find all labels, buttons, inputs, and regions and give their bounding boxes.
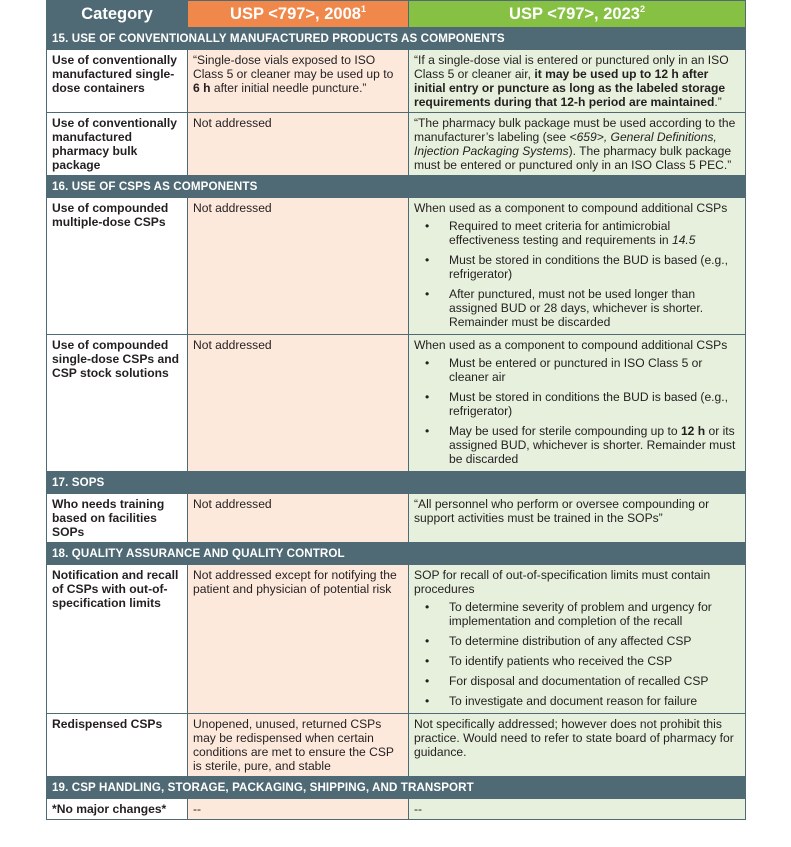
section-header-15: 15. USE OF CONVENTIONALLY MANUFACTURED PRODUCTS AS COMPONENTS bbox=[47, 28, 746, 50]
row-category: Use of conventionally manufactured pharmacy bulk package bbox=[47, 113, 188, 176]
list-item: • To identify patients who received the CSP bbox=[425, 654, 673, 668]
table-row bbox=[47, 494, 746, 543]
list-item: • Must be stored in conditions the BUD is based (e.g., refrigerator) bbox=[425, 253, 728, 281]
list-item: • Must be stored in conditions the BUD is based (e.g., refrigerator) bbox=[425, 390, 728, 418]
bullet-icon: • bbox=[425, 424, 430, 438]
list-intro: SOP for recall of out-of-specification limits must contain procedures bbox=[414, 568, 711, 596]
bullet-icon: • bbox=[425, 600, 430, 614]
row-2008-value: Unopened, unused, returned CSPs may be redispensed when certain conditions are met to ensure the CSP is sterile, pure, and stable bbox=[188, 714, 409, 777]
table-row bbox=[47, 50, 746, 113]
row-2008-value: Not addressed bbox=[188, 198, 409, 335]
table-row bbox=[47, 565, 746, 714]
section-header-18: 18. QUALITY ASSURANCE AND QUALITY CONTROL bbox=[47, 543, 746, 565]
bullet-icon: • bbox=[425, 634, 430, 648]
row-category: Redispensed CSPs bbox=[47, 714, 188, 777]
table-row bbox=[47, 714, 746, 777]
bullet-list bbox=[414, 600, 740, 708]
comparison-table bbox=[46, 0, 746, 820]
header-usp-2008: USP <797>, 2008$^1$ bbox=[188, 1, 409, 28]
bullet-icon: • bbox=[425, 287, 430, 301]
row-2023-value: -- bbox=[409, 799, 746, 820]
bullet-icon: • bbox=[425, 694, 430, 708]
list-item: • Required to meet criteria for antimicrobial effectiveness testing and requirements in 14.5 bbox=[425, 219, 696, 247]
table-row bbox=[47, 335, 746, 472]
row-2008-value: Not addressed except for notifying the patient and physician of potential risk bbox=[188, 565, 409, 714]
bullet-list bbox=[414, 356, 740, 466]
list-item: • May be used for sterile compounding up to 12 h or its assigned BUD, whichever is shorter. Remainder must be discarded bbox=[425, 424, 736, 466]
row-category: Use of compounded multiple-dose CSPs bbox=[47, 198, 188, 335]
section-header-17: 17. SOPS bbox=[47, 472, 746, 494]
list-item: • For disposal and documentation of recalled CSP bbox=[425, 674, 709, 688]
bullet-icon: • bbox=[425, 390, 430, 404]
row-2023-value: Not specifically addressed; however does not prohibit this practice. Would need to refer to state board of pharmacy for guidance. bbox=[409, 714, 746, 777]
row-2008-value: Not addressed bbox=[188, 335, 409, 472]
row-2023-value: “If a single-dose vial is entered or punctured only in an ISO Class 5 or cleaner air, it may be used up to 12 h after initial entry or puncture as long as the labeled storage requirements during that 12-h period are maintained.” bbox=[409, 50, 746, 113]
row-category: Notification and recall of CSPs with out-of-specification limits bbox=[47, 565, 188, 714]
row-2023-value: “The pharmacy bulk package must be used according to the manufacturer’s labeling (see <659>, General Definitions, Injection Packaging Systems). The pharmacy bulk package must be entered or punctured only in an ISO Class 5 PEC.” bbox=[409, 113, 746, 176]
row-2023-value bbox=[409, 335, 746, 472]
bullet-list bbox=[414, 219, 740, 329]
table-row bbox=[47, 198, 746, 335]
list-item: • To determine distribution of any affected CSP bbox=[425, 634, 692, 648]
bullet-icon: • bbox=[425, 356, 430, 370]
row-category: *No major changes* bbox=[47, 799, 188, 820]
row-2023-value: “All personnel who perform or oversee compounding or support activities must be trained in the SOPs” bbox=[409, 494, 746, 543]
list-intro: When used as a component to compound additional CSPs bbox=[414, 338, 728, 352]
row-category: Who needs training based on facilities SOPs bbox=[47, 494, 188, 543]
section-header-19: 19. CSP HANDLING, STORAGE, PACKAGING, SHIPPING, AND TRANSPORT bbox=[47, 777, 746, 799]
list-item: • Must be entered or punctured in ISO Class 5 or cleaner air bbox=[425, 356, 703, 384]
row-2023-value bbox=[409, 198, 746, 335]
list-item: • To investigate and document reason for failure bbox=[425, 694, 698, 708]
list-item: • After punctured, must not be used longer than assigned BUD or 28 days, whichever is shorter. Remainder must be discarded bbox=[425, 287, 704, 329]
header-row bbox=[47, 1, 746, 28]
bullet-icon: • bbox=[425, 253, 430, 267]
row-category: Use of conventionally manufactured single-dose containers bbox=[47, 50, 188, 113]
table-row bbox=[47, 799, 746, 820]
row-2008-value: Not addressed bbox=[188, 494, 409, 543]
table-row bbox=[47, 113, 746, 176]
row-2008-value: “Single-dose vials exposed to ISO Class 5 or cleaner may be used up to 6 h after initial needle puncture.” bbox=[188, 50, 409, 113]
section-header-16: 16. USE OF CSPS AS COMPONENTS bbox=[47, 176, 746, 198]
row-2023-value bbox=[409, 565, 746, 714]
list-intro: When used as a component to compound additional CSPs bbox=[414, 201, 728, 215]
bullet-icon: • bbox=[425, 219, 430, 233]
row-2008-value: Not addressed bbox=[188, 113, 409, 176]
row-category: Use of compounded single-dose CSPs and CSP stock solutions bbox=[47, 335, 188, 472]
row-2008-value: -- bbox=[188, 799, 409, 820]
list-item: • To determine severity of problem and urgency for implementation and completion of the recall bbox=[425, 600, 712, 628]
header-usp-2023: USP <797>, 2023$^2$ bbox=[409, 1, 746, 28]
bullet-icon: • bbox=[425, 654, 430, 668]
header-category: Category bbox=[47, 1, 188, 28]
bullet-icon: • bbox=[425, 674, 430, 688]
